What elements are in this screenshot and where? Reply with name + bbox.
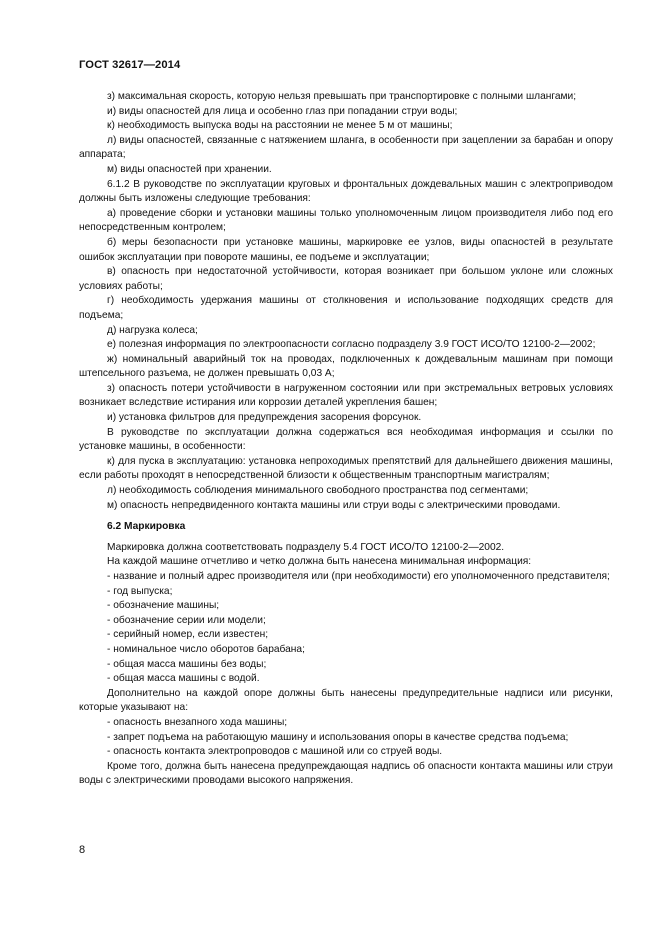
list-item: - год выпуска; (107, 585, 173, 597)
list-item: и) виды опасностей для лица и особенно глаз при попадании струи воды; (107, 105, 458, 117)
paragraph: Маркировка должна соответствовать подразделу 5.4 ГОСТ ИСО/ТО 12100-2—2002. (107, 541, 505, 553)
list-item: м) опасность непредвиденного контакта машины или струи воды с электрическими проводами. (107, 499, 561, 511)
list-item: в) опасность при недостаточной устойчивости, которая возникает при большом уклоне или сложных условиях работы; (79, 266, 613, 292)
list-item: г) необходимость удержания машины от столкновения и использование подходящих средств для подъема; (79, 295, 613, 321)
list-item: л) виды опасностей, связанные с натяжением шланга, в особенности при зацеплении за барабан и опору аппарата; (79, 134, 613, 161)
section-612-intro: 6.1.2 В руководстве по эксплуатации круговых и фронтальных дождевальных машин с электроприводом должны быть изложены следующие требования: (79, 178, 613, 205)
list-item: ж) номинальный аварийный ток на проводах, подключенных к дождевальным машинам при помощи штепсельного разъема, не должен превышать 0,03 А; (79, 353, 613, 380)
list-item: к) для пуска в эксплуатацию: установка непроходимых препятствий для дальнейшего движения машины, если работы проходят в непосредственной близости к общественным транспортным магистралям; (79, 455, 613, 482)
paragraph: Дополнительно на каждой опоре должны быть нанесены предупредительные надписи или рисунки, которые указывают на: (79, 687, 613, 714)
list-item: - обозначение машины; (107, 600, 220, 612)
list-item: з) опасность потери устойчивости в нагруженном состоянии или при экстремальных ветровых условиях возникает вследствие истирания или коррозии деталей укрепления башен; (79, 382, 613, 409)
paragraph: На каждой машине отчетливо и четко должна быть нанесена минимальная информация: (107, 556, 532, 568)
list-item: а) проведение сборки и установки машины только уполномоченным лицом производителя либо под его непосредственным контролем; (79, 207, 613, 234)
install-intro: В руководстве по эксплуатации должна содержаться вся необходимая информация и ссылки по установке машины, в особенности: (79, 426, 613, 453)
list-item: е) полезная информация по электроопасности согласно подразделу 3.9 ГОСТ ИСО/ТО 12100-2—2002; (107, 339, 596, 351)
document-header: ГОСТ 32617—2014 (79, 59, 181, 71)
list-item: и) установка фильтров для предупреждения засорения форсунок. (107, 412, 422, 424)
section-62-heading: 6.2 Маркировка (107, 521, 186, 533)
page-content (79, 90, 613, 789)
list-item: - опасность контакта электропроводов с машиной или со струей воды. (107, 746, 443, 758)
list-item: з) максимальная скорость, которую нельзя превышать при транспортировке с полными шлангами; (107, 91, 577, 102)
paragraph: Кроме того, должна быть нанесена предупреждающая надпись об опасности контакта машины или струи воды с электрическими проводами высокого напряжения. (79, 760, 613, 787)
list-item: к) необходимость выпуска воды на расстоянии не менее 5 м от машины; (107, 120, 453, 132)
list-item: - название и полный адрес производителя или (при необходимости) его уполномоченного представителя; (107, 571, 610, 582)
list-item: д) нагрузка колеса; (107, 324, 198, 336)
list-item: - запрет подъема на работающую машину и использования опоры в качестве средства подъема; (107, 731, 569, 743)
list-item: л) необходимость соблюдения минимального свободного пространства под сегментами; (107, 485, 529, 497)
list-item: - серийный номер, если известен; (107, 629, 269, 641)
list-item: - общая масса машины без воды; (107, 658, 267, 670)
list-item: - общая масса машины с водой. (107, 673, 260, 685)
page-number: 8 (79, 844, 86, 856)
list-item: - опасность внезапного хода машины; (107, 716, 288, 728)
list-item: м) виды опасностей при хранении. (107, 163, 272, 175)
list-item: - номинальное число оборотов барабана; (107, 643, 305, 655)
list-item: б) меры безопасности при установке машины, маркировке ее узлов, виды опасностей в результате ошибок эксплуатации при повороте машины, ее подъеме и эксплуатации; (79, 236, 613, 263)
list-item: - обозначение серии или модели; (107, 614, 266, 626)
